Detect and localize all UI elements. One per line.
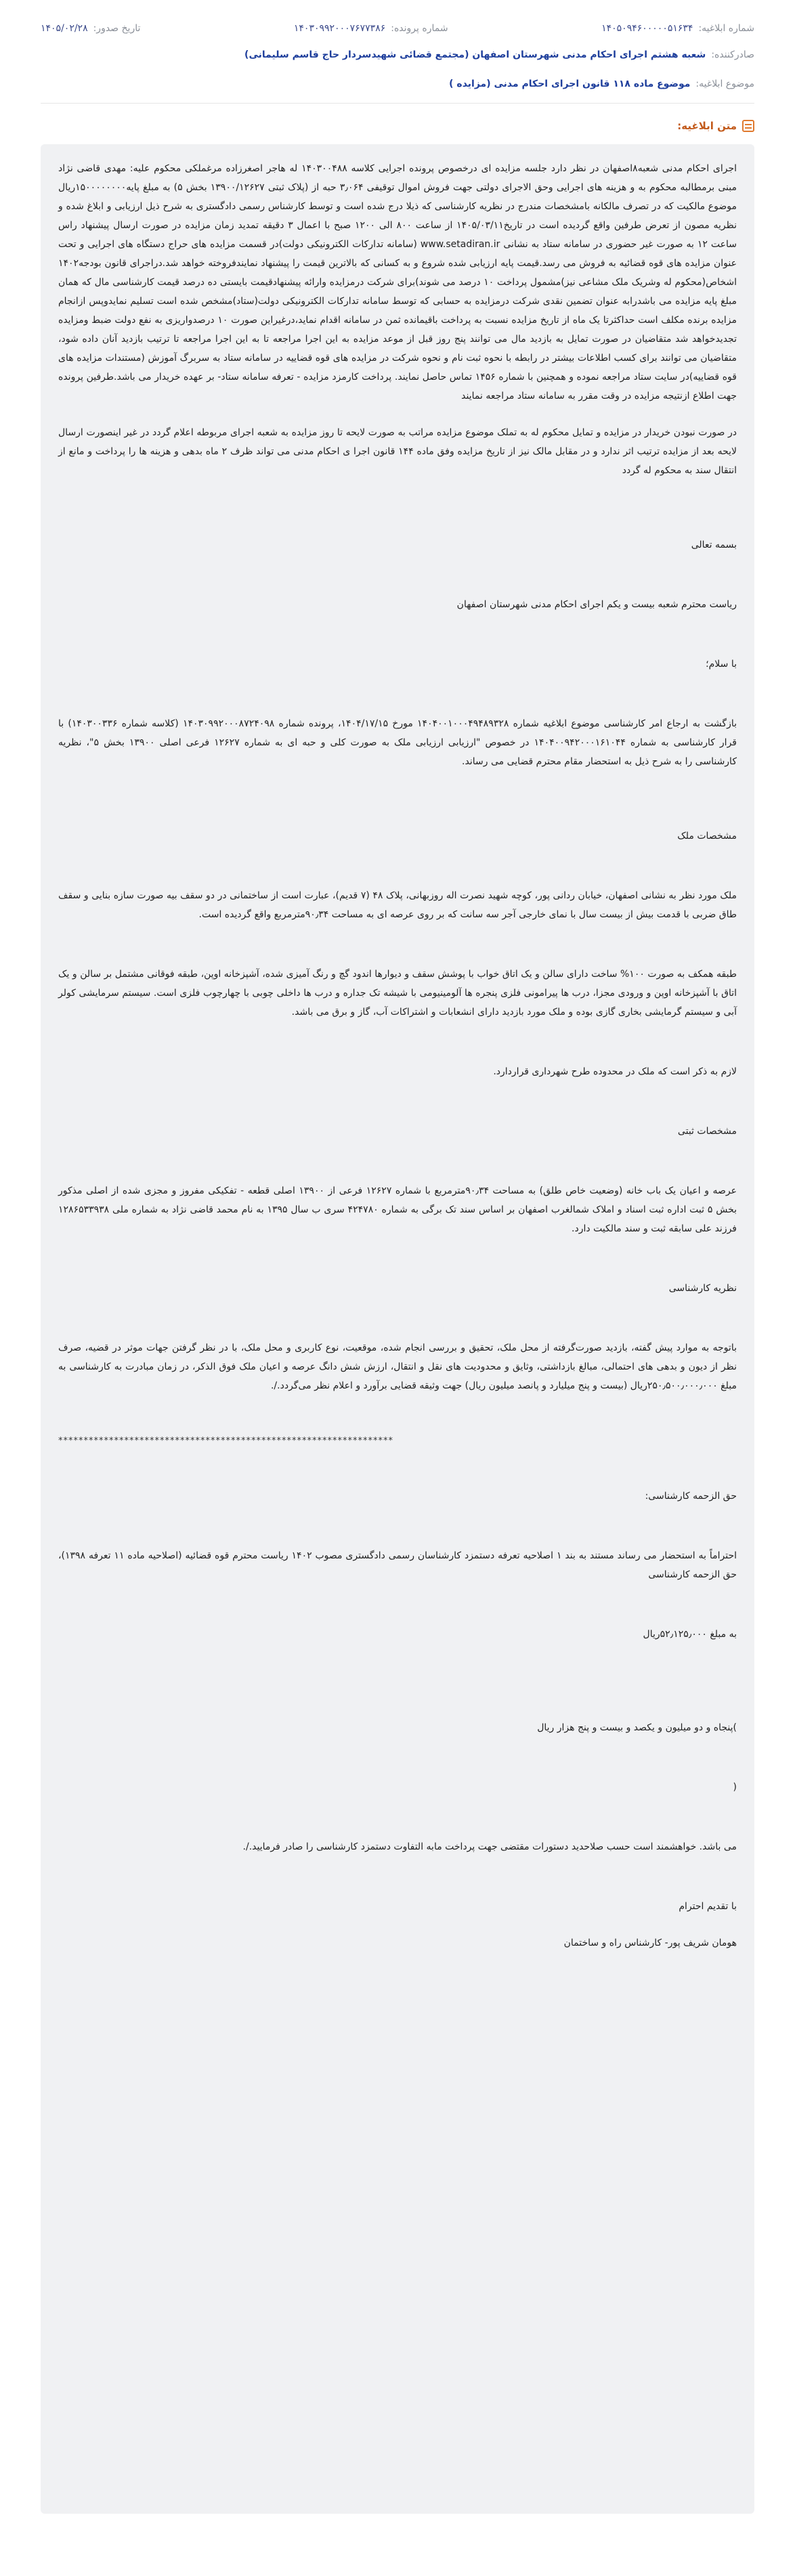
registration-heading: مشخصات ثبتی xyxy=(677,1126,737,1137)
case-number xyxy=(294,23,448,34)
body-paragraph-registration: عرصه و اعیان یک باب خانه (وضعیت خاص طلق) به مساحت ۹۰٫۳۴مترمربع با شماره ۱۲۶۲۷ فرعی از ۱۳۹۰۰ اصلی قطعه - تفکیکی مفروز و مجزی شده از اصلی مذکور بخش ۵ ثبت اداره ثبت اسناد و املاک شمالغرب اصفهان بر اساس سند تک برگی به شماره ۴۲۴۷۸۰ سری ب سال ۱۳۹۵ به نام محمد قاضی نژاد به شماره ملی ۱۲۸۶۵۳۳۹۳۸ فرزند علی سابقه ثبت و سند مالکیت دارد. xyxy=(58,1185,737,1234)
case-number-label: شماره پرونده: xyxy=(391,23,448,34)
greeting: با سلام؛ xyxy=(706,659,737,670)
body-paragraph-reference: بازگشت به ارجاع امر کارشناسی موضوع ابلاغیه شماره ۱۴۰۴۰۰۱۰۰۰۴۹۴۸۹۳۲۸ مورخ ۱۴۰۴/۱۷/۱۵، پرونده شماره ۱۴۰۳۰۹۹۲۰۰۰۸۷۲۴۰۹۸ (کلاسه شماره ۱۴۰۳۰۰۳۳۶) با قرار کارشناسی به شماره ۱۴۰۴۰۰۹۴۲۰۰۰۱۶۱۰۴۴ در خصوص "ارزیابی ارزیابی ملک به صورت کلی و حبه ای به شماره ۱۲۶۲۷ فرعی اصلی ۱۳۹۰۰ بخش ۵"، نظریه کارشناسی را به شرح ذیل به استحضار مقام محترم قضایی می رساند. xyxy=(58,718,737,767)
notice-body xyxy=(41,144,754,2514)
notice-number-label: شماره ابلاغیه: xyxy=(698,23,754,34)
addressee: ریاست محترم شعبه بیست و یکم اجرای احکام مدنی شهرستان اصفهان xyxy=(456,599,737,610)
notice-text-title: متن ابلاغیه: xyxy=(677,120,737,132)
subject-row xyxy=(41,69,754,99)
issuer-row xyxy=(41,41,754,69)
body-paragraph-property: ملک مورد نظر به نشانی اصفهان، خیابان ردانی پور، کوچه شهید نصرت اله روزبهانی، پلاک ۴۸ (۷ قدیم)، عبارت است از ساختمانی در دو سقف بیه صورت سازه بنایی و سقف طاق ضربی با قدمت بیش از بیست سال با نمای خارجی آجر سه سانت که بر روی عرصه ای به مساحت ۹۰٫۳۴مترمربع واقع گردیده است. xyxy=(58,890,737,920)
notice-number-value: ۱۴۰۵۰۹۴۶۰۰۰۰۰۵۱۶۳۴ xyxy=(601,23,693,34)
issue-date-label: تاریخ صدور: xyxy=(93,23,141,34)
document-icon xyxy=(742,120,754,132)
issue-date xyxy=(41,23,140,34)
closing-respect: با تقدیم احترام xyxy=(679,1901,737,1912)
municipal-plan-note: لازم به ذکر است که ملک در محدوده طرح شهرداری قراردارد. xyxy=(493,1066,737,1077)
expert-signature: هومان شریف پور- کارشناس راه و ساختمان xyxy=(563,1938,737,1948)
fee-amount: به مبلغ ۵۲٫۱۲۵٫۰۰۰ریال xyxy=(643,1629,737,1640)
body-paragraph-valuation: باتوجه به موارد پیش گفته، بازدید صورت‌گرفته از محل ملک، تحقیق و بررسی انجام شده، موقعیت، نوع کاربری و محل ملک، با در نظر گرفتن جهات موثر در قضیه، صرف نظر از دیون و بدهی های احتمالی، مبالغ بازداشتی، وثایق و محدودیت های نقل و انتقال، ارزش شش دانگ عرصه و اعیان ملک فوق الذکر، در زمان مبادرت به کارشناسی به مبلغ ۲۵۰٫۵۰۰٫۰۰۰٫۰۰۰ریال (بیست و پنج میلیارد و پانصد میلیون ریال) جهت وثیقه قضایی برآورد و اعلام نظر می‌گردد./. xyxy=(58,1342,737,1391)
fee-request: می باشد. خواهشمند است حسب صلاحدید دستورات مقتضی جهت پرداخت مابه التفاوت دستمزد کارشناسی را صادر فرمایید./. xyxy=(242,1841,737,1852)
issue-date-value: ۱۴۰۵/۰۲/۲۸ xyxy=(41,23,88,34)
case-number-value: ۱۴۰۳۰۹۹۲۰۰۰۷۶۷۷۳۸۶ xyxy=(293,23,386,34)
open-paren: ( xyxy=(733,1782,737,1793)
issuer-label: صادرکننده: xyxy=(711,49,754,60)
issuer-value: شعبه هشتم اجرای احکام مدنی شهرستان اصفهان (مجتمع قضائی شهیدسردار حاج قاسم سلیمانی) xyxy=(244,49,706,60)
subject-value: موضوع ماده ۱۱۸ قانون اجرای احکام مدنی (مزایده ) xyxy=(449,79,691,89)
expert-opinion-heading: نظریه کارشناسی xyxy=(668,1283,737,1294)
body-paragraph-no-buyer: در صورت نبودن خریدار در مزایده و تمایل محکوم له به تملک موضوع مزایده مراتب به صورت لایحه تا روز مزایده به شعبه اجرای مربوطه اعلام گردد در غیر اینصورت ارسال لایحه بعد از مزایده ترتیب اثر ندارد و در مقابل مالک نیز از تاریخ مزایده وفق ماده ۱۴۴ قانون اجرا ی احکام مدنی می تواند ظرف ۲ ماه بدهی و هزینه ها را پرداخت و مانع از انتقال سند به محکوم له گردد xyxy=(58,427,737,476)
fee-amount-words: )پنجاه و دو میلیون و یکصد و بیست و پنج هزار ریال xyxy=(537,1722,737,1733)
body-paragraph-auction: اجرای احکام مدنی شعبه۸اصفهان در نظر دارد جلسه مزایده ای درخصوص پرونده اجرایی کلاسه ۱۴۰۳۰۰۴۸۸ له هاجر اصغرزاده مرغملکی محکوم علیه: مهدی قاضی نژاد مبنی برمطالبه محکوم به و هزینه های اجرایی وحق الاجرای دولتی جهت فروش اموال توقیفی ۳٫۰۶۴ حبه از (پلاک ثبتی ۱۳۹۰۰/۱۲۶۲۷ بخش ۵) به مبلغ پایه۱۵۰۰۰۰۰۰۰۰ریال موضوع مالکیت که در تصرف مالکانه بامشخصات مندرج در نظریه کارشناسی که ذیلا درج شده است و توسط کارشناس رسمی دادگستری به شرح ذیل ارزیابی و ابلاغ شده و نظریه مصون از تعرض طرفین واقع گردیده است در تاریخ۱۴۰۵/۰۳/۱۱ از ساعت ۸۰۰ الی ۱۲۰۰ صبح با اعمال ۳ دقیقه تمدید زمان مزایده در صورت ارسال پیشنهاد راس ساعت ۱۲ به صورت غیر حضوری در سامانه ستاد به نشانی www.setadiran.ir (سامانه تدارکات الکترونیکی دولت)در قسمت مزایده های حراج دستگاه های اجرایی و تحت عنوان مزایده های قوه قضائیه به فروش می رسد.قیمت پایه ارزیابی شده شروع و به کسانی که بالاترین قیمت را پیشنهاد نمایندفروخته خواهد شد.دراجرای قانون بودجه۱۴۰۲ اشخاص(محکوم له وشریک ملک مشاعی نیز)مشمول پرداخت ۱۰ درصد می شوند)برای شرکت درمزایده وارائه پیشنهادقیمت بایستی ده درصد قیمت کارشناسی مال که همان مبلغ پایه مزایده می باشدرابه عنوان تضمین نقدی شرکت درمزایده به حسابی که توسط سامانه تدارکات الکترونیکی دولت(ستاد)مشخص شده است تسلیم نمایدوپس ازانجام مزایده برنده مکلف است حداکثرتا یک ماه از تاریخ مزایده نسبت به پرداخت باقیمانده ثمن در سامانه اقدام نماید،درغیراین صورت ۱۰ درصدواریزی به نفع دولت ضبط ومزایده تجدیدخواهد شد متقاضیان در صورت تمایل به بازدید مال می توانند پنج روز قبل از موعد مزایده به این اجرا مراجعه تا به این اجرا مراجعه تا ترتیب بازدید آنان داده شود، متقاضیان می توانند برای کسب اطلاعات بیشتر در رابطه با نحوه ثبت نام و نحوه شرکت در مزایده های قوه قضاییه در سامانه ستاد به سربرگ آموزش (مستندات مزایده های قوه قضاییه)در سایت ستاد مراجعه نموده و همچنین با شماره ۱۴۵۶ تماس حاصل نمایند. پرداخت کارمزد مزایده - تعرفه سامانه ستاد- بر عهده خریدار می باشد.طرفین پرونده جهت اطلاع ازنتیجه مزایده در وقت مقرر به سامانه ستاد مراجعه نمایند xyxy=(58,163,737,401)
body-paragraph-floors: طبقه همکف به صورت ۱۰۰% ساخت دارای سالن و یک اتاق خواب با پوشش سقف و دیوارها اندود گچ و رنگ آمیزی شده، آشپزخانه اوپن، طبقه فوقانی مشتمل بر سالن و یک اتاق با آشپزخانه اوپن و ورودی مجزا، درب ها پیرامونی فلزی پنجره ها آلومینیومی با شیشه تک جداره و درب ها داخلی چوبی با چهارچوب فلزی است. سیستم سرمایشی کولر آبی و سیستم گرمایشی بخاری گازی بوده و ملک مورد بازدید دارای انشعابات و اشتراکات آب، گاز و برق می باشد. xyxy=(58,969,737,1018)
header-divider xyxy=(41,103,754,104)
body-paragraph-fee: احتراماً به استحضار می رساند مستند به بند ۱ اصلاحیه تعرفه دستمزد کارشناسان رسمی دادگستری مصوب ۱۴۰۲ ریاست محترم قوه قضائیه (اصلاحیه ماده ۱۱ تعرفه ۱۳۹۸)، حق الزحمه کارشناسی xyxy=(58,1550,737,1580)
property-specs-heading: مشخصات ملک xyxy=(677,831,737,842)
notice-number xyxy=(601,23,754,34)
fee-heading: حق الزحمه کارشناسی: xyxy=(645,1491,737,1502)
notice-meta-row xyxy=(41,16,754,41)
notice-text-heading xyxy=(41,116,754,136)
bismillah: بسمه تعالی xyxy=(691,540,737,550)
subject-label: موضوع ابلاغیه: xyxy=(695,79,754,89)
star-divider: ****************************************************************** xyxy=(58,1436,393,1446)
